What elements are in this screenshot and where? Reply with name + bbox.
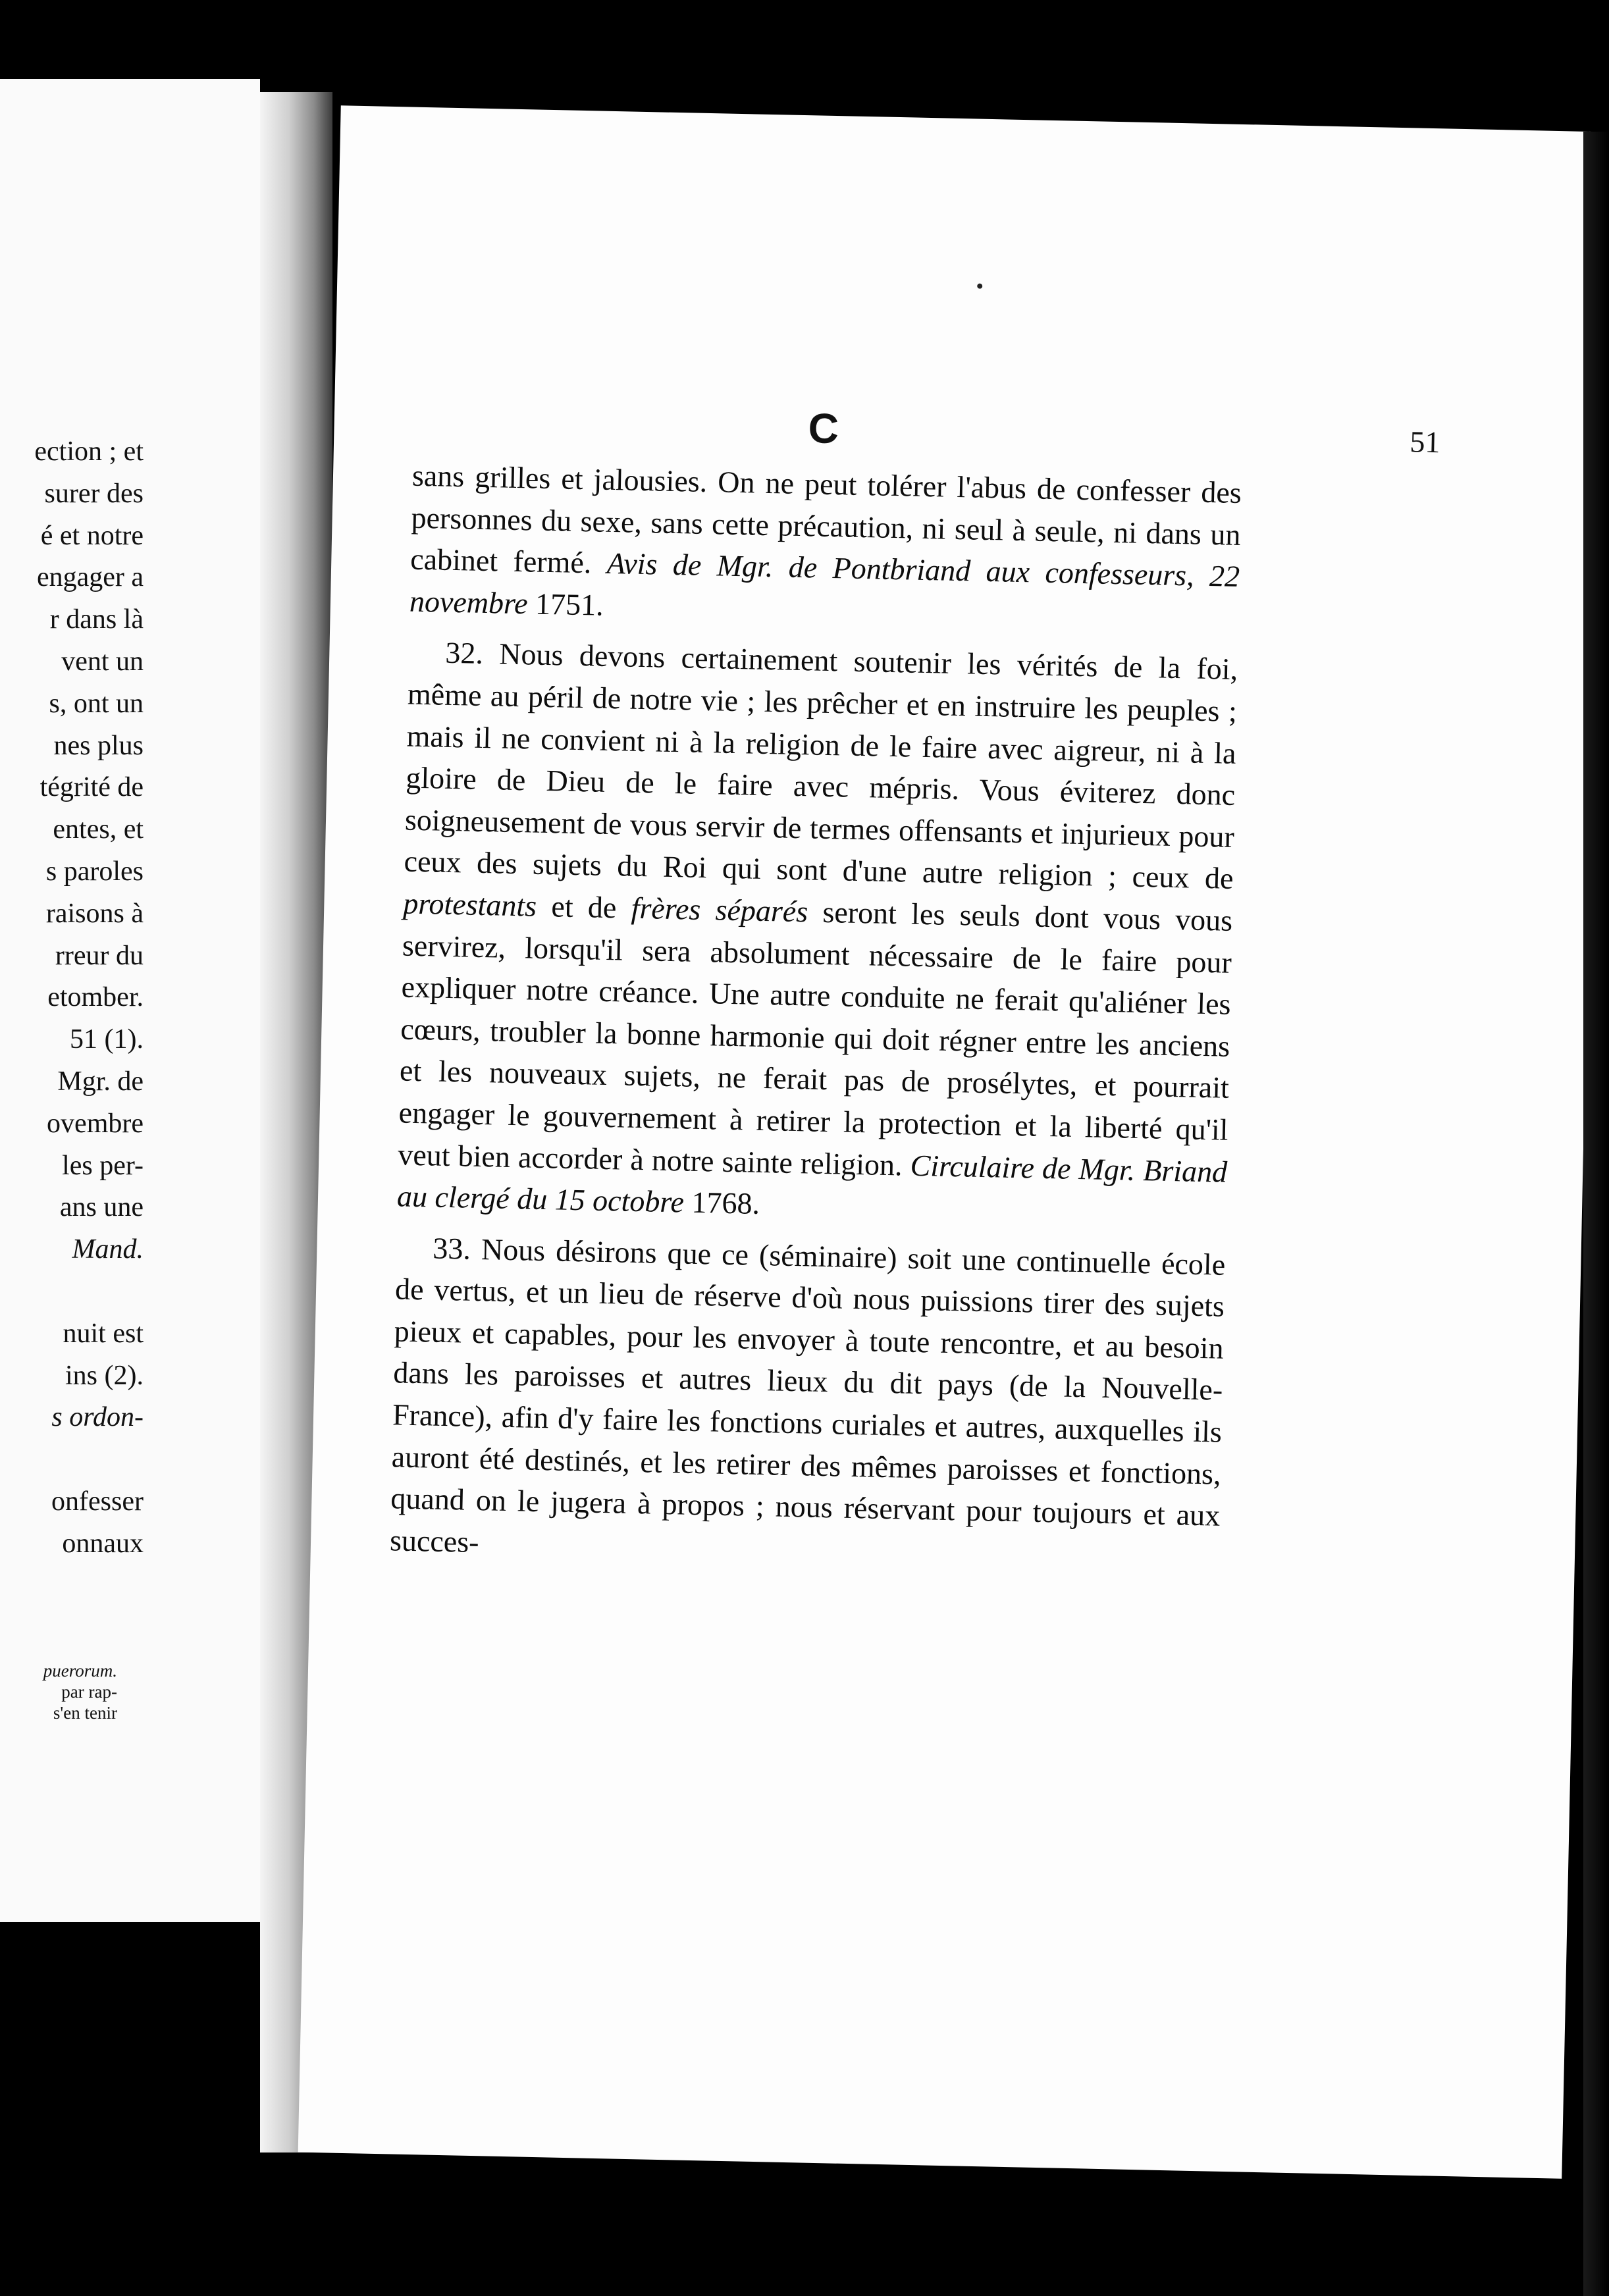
left-line: ection ; et xyxy=(34,436,144,467)
left-line: s, ont un xyxy=(49,688,144,719)
page-body xyxy=(389,455,1242,1578)
citation: Circulaire de Mgr. Briand au clergé du 15 octobre xyxy=(396,1148,1228,1219)
citation: Avis de Mgr. de Pontbriand aux confesseurs, 22 novembre xyxy=(409,546,1240,621)
left-line: rreur du xyxy=(55,940,144,971)
paragraph-text: seront les seuls dont vous vous servirez, lorsqu'il sera absolument nécessaire de le faire pour expliquer notre créance. Une autre conduite ne ferait qu'aliéner les cœurs, troubler la bonne harmonie qui doit régner entre les anciens et les nouveaux sujets, ne ferait pas de prosélytes, et pourrait engager le gouvernement à retirer la protection et la liberté qu'il veut bien accorder à notre sainte religion. xyxy=(397,895,1233,1182)
left-line: 51 (1). xyxy=(70,1024,144,1055)
left-line: les per- xyxy=(62,1150,144,1181)
paragraph-32 xyxy=(396,631,1238,1235)
paragraph-33 xyxy=(389,1226,1225,1578)
paragraph-continuation xyxy=(409,455,1242,640)
left-line: s ordon- xyxy=(51,1402,144,1433)
scan-edge xyxy=(1583,132,1609,2296)
left-line: ins (2). xyxy=(65,1360,144,1391)
left-line: r dans là xyxy=(49,604,144,635)
left-line: etomber. xyxy=(47,982,144,1013)
emphasis-term: protestants xyxy=(402,886,537,923)
left-line xyxy=(0,1271,144,1313)
running-head: C xyxy=(807,404,839,453)
paragraph-text: sans grilles et jalousies. On ne peut tolérer l'abus de confesser des personnes du sexe, sans cette précaution, ni seul à seule, ni dans un cabinet fermé. xyxy=(409,458,1242,580)
left-line: Mgr. de xyxy=(57,1066,144,1097)
left-line: surer des xyxy=(44,478,144,509)
book-page xyxy=(298,105,1605,2179)
connector-text: et de xyxy=(550,889,617,925)
citation-year: 1768. xyxy=(691,1185,760,1221)
left-note-line: s'en tenir xyxy=(53,1703,117,1723)
emphasis-term: frères séparés xyxy=(631,891,808,929)
left-line: tégrité de xyxy=(40,772,144,803)
left-line xyxy=(0,1439,144,1481)
left-line: s paroles xyxy=(45,856,144,887)
left-line: engager a xyxy=(36,562,144,593)
left-note-line: par rap- xyxy=(61,1682,117,1702)
previous-page-footnotes xyxy=(0,1660,117,1723)
left-line: ans une xyxy=(59,1192,144,1223)
left-line: entes, et xyxy=(53,814,144,845)
paragraph-text: 33. Nous désirons que ce (séminaire) soit une continuelle école de vertus, et un lieu de réserve d'où nous puissions tirer des sujets pieux et capables, pour les envoyer à toute rencontre, et au besoin dans les paroisses et autres lieux du dit pays (de la Nouvelle-France), afin d'y faire les fonctions curiales et autres, auxquelles ils auront été destinés, et les retirer des mêmes paroisses et fonctions, quand on le jugera à propos ; nous réservant pour toujours et aux succes- xyxy=(389,1231,1226,1559)
left-line: onfesser xyxy=(51,1486,144,1517)
left-line: Mand. xyxy=(72,1234,144,1265)
citation-year: 1751. xyxy=(535,587,604,622)
left-line: onnaux xyxy=(62,1528,144,1559)
left-line: vent un xyxy=(61,646,144,677)
page-speck xyxy=(977,284,982,289)
left-line: nes plus xyxy=(53,730,144,761)
page-number: 51 xyxy=(1409,425,1440,459)
left-line: é et notre xyxy=(40,520,144,551)
left-line: raisons à xyxy=(45,898,144,929)
previous-page-text xyxy=(0,431,144,1565)
left-line: ovembre xyxy=(47,1108,144,1139)
left-line: nuit est xyxy=(63,1318,144,1349)
paragraph-text: 32. Nous devons certainement soutenir les vérités de la foi, même au péril de notre vie ; les prêcher et en instruire les peuples ; mais il ne convient ni à la religion de le faire avec aigreur, ni à la gloire de Dieu de le faire avec mépris. Vous éviterez donc soigneusement de vous servir de termes offensants et injurieux pour ceux des sujets du Roi qui sont d'une autre religion ; ceux de xyxy=(404,636,1238,896)
left-note-line: puerorum. xyxy=(43,1661,117,1681)
